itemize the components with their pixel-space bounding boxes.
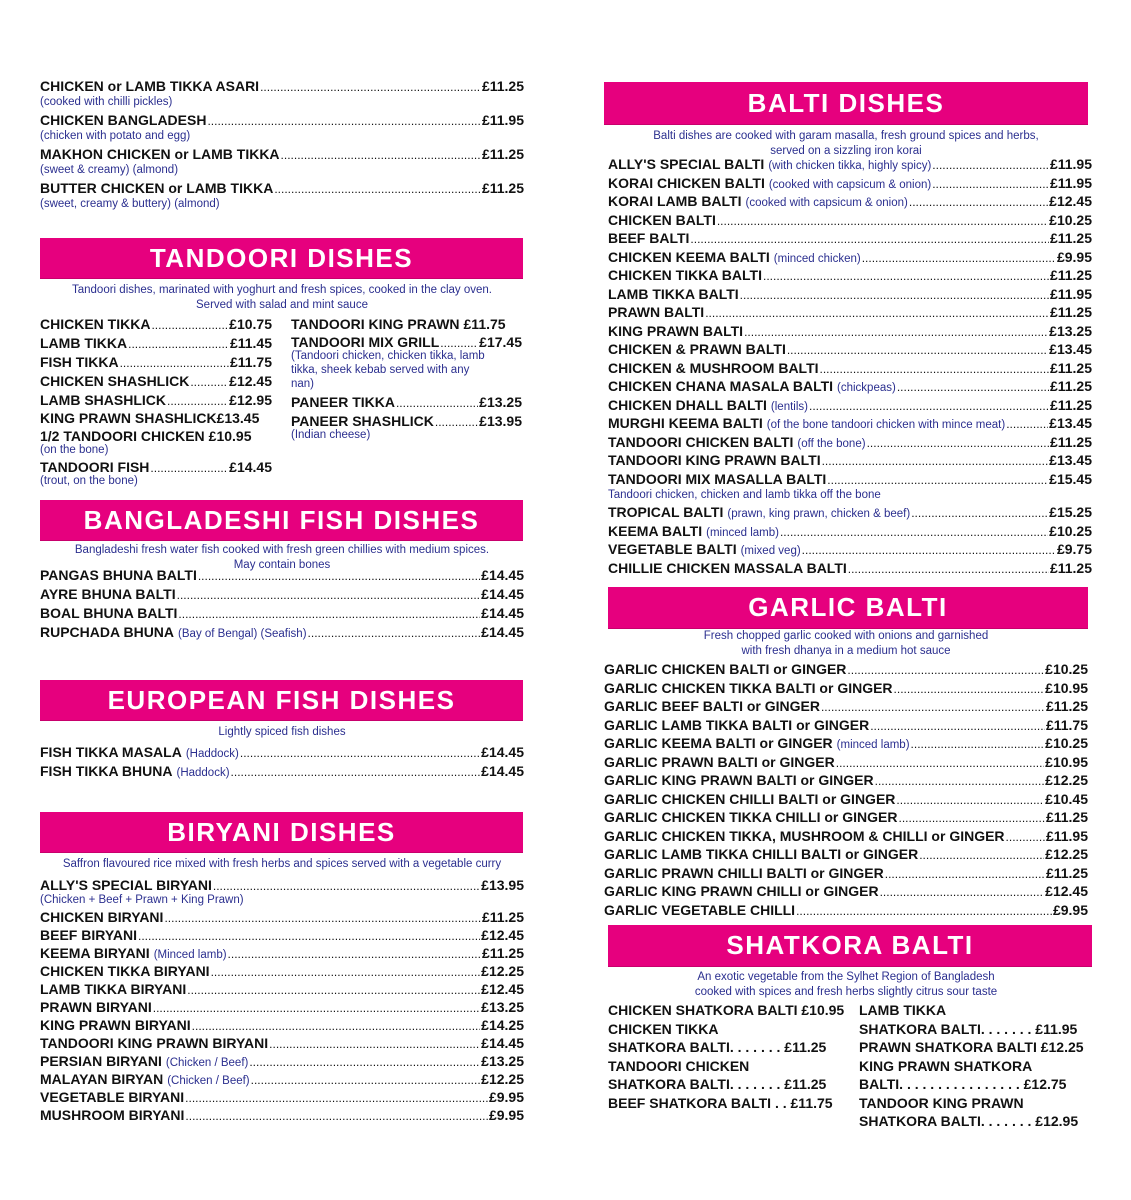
section-header-european-fish: EUROPEAN FISH DISHES [40,680,523,720]
section-subtitle: Saffron flavoured rice mixed with fresh herbs and spices served with a vegetable curry [62,858,502,870]
menu-line: SHATKORA BALTI. . . . . . . £11.95 [859,1020,1078,1037]
menu-item: LAMB TIKKA ..... £11.45 [40,335,272,353]
section-subtitle: Bangladeshi fresh water fish cooked with fresh green chillies with medium spices. May contain bones [74,544,490,571]
item-description: (Tandoori chicken, chicken tikka, lamb tikka, sheek kebab served with any nan) [291,350,485,390]
menu-line: TANDOOR KING PRAWN [859,1094,1024,1111]
menu-item: CHICKEN SHASHLICK ..... £12.45 [40,373,272,391]
menu-item: GARLIC PRAWN CHILLI BALTI or GINGER ..... £11.25 [604,865,1088,883]
menu-item: PRAWN BIRYANI ..... £13.25 [40,999,524,1017]
item-description: (sweet, creamy & buttery) (almond) [40,198,220,210]
menu-line: KING PRAWN SHATKORA [859,1057,1033,1074]
menu-item: GARLIC CHICKEN CHILLI BALTI or GINGER ..... £10.45 [604,791,1088,809]
menu-line: TANDOORI CHICKEN [608,1057,750,1074]
item-description: (chicken with potato and egg) [40,130,191,142]
menu-item: LAMB SHASHLICK ..... £12.95 [40,392,272,410]
menu-line: SHATKORA BALTI. . . . . . . £12.95 [859,1113,1079,1129]
menu-item: GARLIC VEGETABLE CHILLI ..... £9.95 [604,902,1088,920]
menu-item: KEEMA BALTI (minced lamb) ..... £10.25 [608,523,1092,541]
shatkora-column-2 [859,1002,1091,1132]
menu-item: GARLIC PRAWN BALTI or GINGER ..... £10.95 [604,754,1088,772]
menu-item: KING PRAWN BALTI ..... £13.25 [608,323,1092,341]
menu-item: KEEMA BIRYANI (Minced lamb) ..... £11.25 [40,945,524,963]
menu-item: VEGETABLE BALTI (mixed veg) ..... £9.75 [608,541,1092,559]
menu-item: TANDOORI MIX GRILL ..... £17.45 [291,334,522,352]
menu-item: TANDOORI KING PRAWN £11.75 [291,316,506,332]
section-subtitle: Fresh chopped garlic cooked with onions and garnished with fresh dhanya in a medium hot sauce [703,630,989,657]
menu-item: RUPCHADA BHUNA (Bay of Bengal) (Seafish) ..... £14.45 [40,624,524,642]
menu-item: GARLIC CHICKEN BALTI or GINGER ..... £10.25 [604,661,1088,679]
section-subtitle: An exotic vegetable from the Sylhet Region of Bangladesh cooked with spices and fresh herbs slightly citrus sour taste [694,971,998,998]
tandoori-column-1 [40,316,272,491]
menu-item: VEGETABLE BIRYANI ..... £9.95 [40,1089,524,1107]
menu-item: CHICKEN & MUSHROOM BALTI ..... £11.25 [608,360,1092,378]
shatkora-column-1 [608,1002,848,1122]
menu-item: CHICKEN & PRAWN BALTI ..... £13.45 [608,341,1092,359]
menu-line: SHATKORA BALTI. . . . . . . £11.25 [608,1039,827,1055]
menu-item: CHILLIE CHICKEN MASSALA BALTI ..... £11.25 [608,560,1092,578]
menu-item: MURGHI KEEMA BALTI (of the bone tandoori chicken with mince meat) ..... £13.45 [608,415,1092,433]
menu-item: PANGAS BHUNA BALTI ..... £14.45 [40,567,524,585]
menu-item: KING PRAWN SHASHLICK £13.45 [40,410,260,426]
item-description: (Indian cheese) [291,429,371,441]
item-description: (trout, on the bone) [40,475,138,487]
menu-line: LAMB TIKKA [859,1002,947,1018]
menu-item: MUSHROOM BIRYANI ..... £9.95 [40,1107,524,1125]
section-subtitle: Lightly spiced fish dishes [218,726,346,738]
menu-line: CHICKEN SHATKORA BALTI £10.95 [608,1002,845,1018]
item-description: Tandoori chicken, chicken and lamb tikka off the bone [608,489,881,501]
menu-item: CHICKEN TIKKA ..... £10.75 [40,316,272,334]
item-description: (cooked with chilli pickles) [40,96,173,108]
menu-item: FISH TIKKA BHUNA (Haddock) ..... £14.45 [40,763,524,781]
section-header-bangladeshi-fish: BANGLADESHI FISH DISHES [40,500,523,540]
menu-item: BEEF BALTI ..... £11.25 [608,230,1092,248]
menu-item: BOAL BHUNA BALTI ..... £14.45 [40,605,524,623]
menu-item: FISH TIKKA MASALA (Haddock) ..... £14.45 [40,744,524,762]
tandoori-column-2 [291,316,522,446]
menu-item: BUTTER CHICKEN or LAMB TIKKA ..... £11.25 [40,180,524,198]
menu-line: BEEF SHATKORA BALTI . . £11.75 [608,1094,833,1111]
menu-item: TANDOORI MIX MASALLA BALTI ..... £15.45 [608,471,1092,489]
menu-item: TROPICAL BALTI (prawn, king prawn, chicken & beef) ..... £15.25 [608,504,1092,522]
menu-item: MAKHON CHICKEN or LAMB TIKKA ..... £11.25 [40,146,524,164]
section-subtitle: Balti dishes are cooked with garam masalla, fresh ground spices and herbs, served on a sizzling iron korai [653,130,1039,157]
menu-item: CHICKEN or LAMB TIKKA ASARI ..... £11.25 [40,78,524,96]
menu-item: LAMB TIKKA BIRYANI ..... £12.45 [40,981,524,999]
menu-line: SHATKORA BALTI. . . . . . . £11.25 [608,1076,827,1092]
menu-item: GARLIC BEEF BALTI or GINGER ..... £11.25 [604,698,1088,716]
menu-item: TANDOORI KING PRAWN BIRYANI ..... £14.45 [40,1035,524,1053]
section-subtitle: Tandoori dishes, marinated with yoghurt and fresh spices, cooked in the clay oven. Served with salad and mint sauce [72,284,492,311]
menu-item: 1/2 TANDOORI CHICKEN £10.95 [40,428,252,444]
menu-item: LAMB TIKKA BALTI ..... £11.95 [608,286,1092,304]
menu-item: PANEER SHASHLICK ..... £13.95 [291,413,522,431]
menu-item: TANDOORI FISH ..... £14.45 [40,459,272,477]
menu-item: KING PRAWN BIRYANI ..... £14.25 [40,1017,524,1035]
menu-item: GARLIC KING PRAWN BALTI or GINGER ..... £12.25 [604,772,1088,790]
menu-item: GARLIC CHICKEN TIKKA BALTI or GINGER ..... £10.95 [604,680,1088,698]
menu-item: KORAI LAMB BALTI (cooked with capsicum & onion) ..... £12.45 [608,193,1092,211]
menu-item: TANDOORI KING PRAWN BALTI ..... £13.45 [608,452,1092,470]
menu-item: TANDOORI CHICKEN BALTI (off the bone) ..... £11.25 [608,434,1092,452]
item-description: (on the bone) [40,444,109,456]
menu-item: FISH TIKKA ..... £11.75 [40,354,272,372]
menu-item: KORAI CHICKEN BALTI (cooked with capsicum & onion) ..... £11.95 [608,175,1092,193]
section-header-balti: BALTI DISHES [604,82,1088,124]
menu-item: GARLIC LAMB TIKKA BALTI or GINGER ..... £11.75 [604,717,1088,735]
menu-line: BALTI. . . . . . . . . . . . . . . . £12.75 [859,1076,1067,1092]
menu-item: GARLIC KING PRAWN CHILLI or GINGER ..... £12.45 [604,883,1088,901]
menu-item: PANEER TIKKA ..... £13.25 [291,394,522,412]
menu-item: ALLY'S SPECIAL BIRYANI ..... £13.95 [40,877,524,895]
menu-item: GARLIC CHICKEN TIKKA CHILLI or GINGER ..... £11.25 [604,809,1088,827]
item-description: (sweet & creamy) (almond) [40,164,179,176]
section-header-biryani: BIRYANI DISHES [40,812,523,852]
menu-item: AYRE BHUNA BALTI ..... £14.45 [40,586,524,604]
menu-item: PERSIAN BIRYANI (Chicken / Beef) ..... £13.25 [40,1053,524,1071]
menu-line: PRAWN SHATKORA BALTI £12.25 [859,1039,1084,1055]
menu-item: GARLIC LAMB TIKKA CHILLI BALTI or GINGER ..... £12.25 [604,846,1088,864]
section-header-shatkora: SHATKORA BALTI [608,925,1092,966]
menu-item: GARLIC CHICKEN TIKKA, MUSHROOM & CHILLI or GINGER ..... £11.95 [604,828,1088,846]
menu-line: CHICKEN TIKKA [608,1020,719,1037]
item-description: (Chicken + Beef + Prawn + King Prawn) [40,894,244,906]
menu-item: CHICKEN BIRYANI ..... £11.25 [40,909,524,927]
section-header-garlic: GARLIC BALTI [608,587,1088,628]
menu-item: CHICKEN TIKKA BIRYANI ..... £12.25 [40,963,524,981]
menu-item: PRAWN BALTI ..... £11.25 [608,304,1092,322]
menu-item: CHICKEN KEEMA BALTI (minced chicken) ..... £9.95 [608,249,1092,267]
menu-item: MALAYAN BIRYAN (Chicken / Beef) ..... £12.25 [40,1071,524,1089]
menu-item: ALLY'S SPECIAL BALTI (with chicken tikka, highly spicy) ..... £11.95 [608,156,1092,174]
menu-item: CHICKEN DHALL BALTI (lentils) ..... £11.25 [608,397,1092,415]
menu-item: CHICKEN TIKKA BALTI ..... £11.25 [608,267,1092,285]
menu-item: CHICKEN BALTI ..... £10.25 [608,212,1092,230]
section-header-tandoori: TANDOORI DISHES [40,238,523,278]
menu-item: CHICKEN BANGLADESH ..... £11.95 [40,112,524,130]
menu-item: CHICKEN CHANA MASALA BALTI (chickpeas) ..... £11.25 [608,378,1092,396]
menu-item: BEEF BIRYANI ..... £12.45 [40,927,524,945]
menu-item: GARLIC KEEMA BALTI or GINGER (minced lamb) ..... £10.25 [604,735,1088,753]
